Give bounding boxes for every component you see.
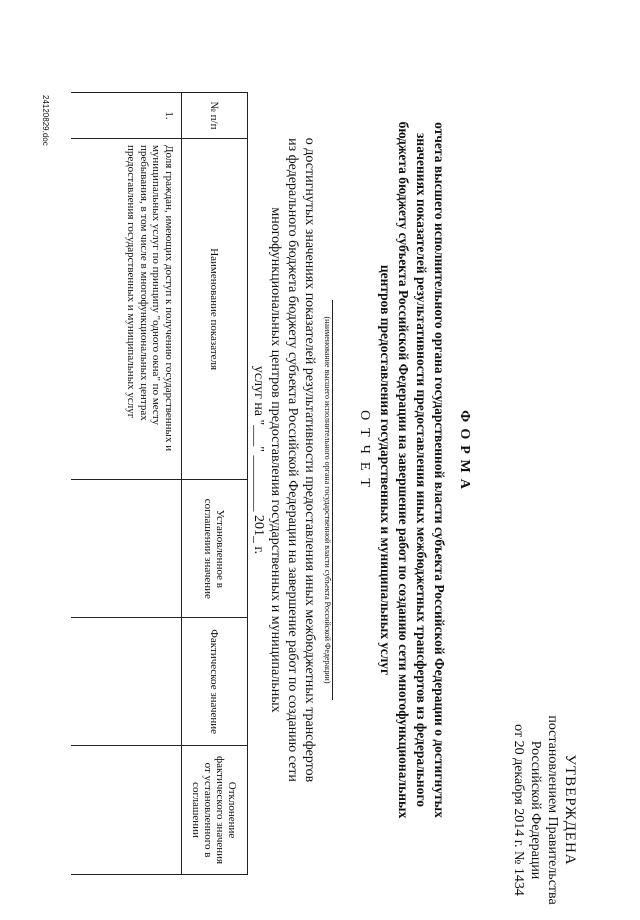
footer-doc-code: 24120829.doc [41, 95, 50, 146]
row-actual [72, 618, 182, 746]
approval-stamp [510, 700, 578, 920]
header-actual: Фактическое значение [182, 618, 248, 746]
row-num: 1. [72, 93, 182, 139]
header-planned: Установленное в соглашении значение [182, 480, 248, 618]
approval-line-2: Российской Федерации [528, 740, 543, 880]
report-description [250, 130, 318, 790]
form-title: ФОРМА [457, 410, 472, 495]
header-num: № п/п [182, 93, 248, 139]
row-planned [72, 480, 182, 618]
approval-title: УТВЕРЖДЕНА [562, 754, 578, 866]
description-text: о достигнутых значениях показателей результативности предоставления иных межбюджетных трансфертов из федерального бюджета бюджету субъекта Российской Федерации на завершение работ по созданию сети многофункциональных центров предоставления государственных и муниципальных [268, 137, 317, 783]
report-date-line: услуг на "___" ________ 201_ г. [251, 365, 266, 555]
row-deviation [72, 746, 182, 875]
row-name: Доля граждан, имеющих доступ к получению государственных и муниципальных услуг по принципу "одного окна" по месту пребывания, в том числе в многофункциональных центрах предоставления государственных и муниципальных услуг [72, 138, 182, 479]
header-deviation: Отклонение фактического значения от установленного в соглашении [182, 746, 248, 875]
report-title: ОТЧЕТ [357, 410, 372, 495]
form-subtitle: отчета высшего исполнительного органа государственной власти субъекта Российской Федерации о достигнутых значениях показателей результативности предоставления иных межбюджетных трансфертов из федерального бюджета бюджету субъекта Российской Федерации на завершение работ по созданию сети многофункциональных центров предоставления государственных и муниципальных услуг [378, 121, 447, 819]
indicators-table [72, 92, 249, 875]
org-name-line [332, 300, 333, 700]
approval-line-3: от 20 декабря 2014 г. № 1434 [511, 724, 526, 896]
org-name-caption: (наименование высшего исполнительного органа государственной власти субъекта Российской Федерации) [323, 316, 332, 684]
approval-line-1: постановлением Правительства [545, 715, 560, 905]
table-row [72, 93, 182, 875]
header-name: Наименование показателя [182, 138, 248, 479]
